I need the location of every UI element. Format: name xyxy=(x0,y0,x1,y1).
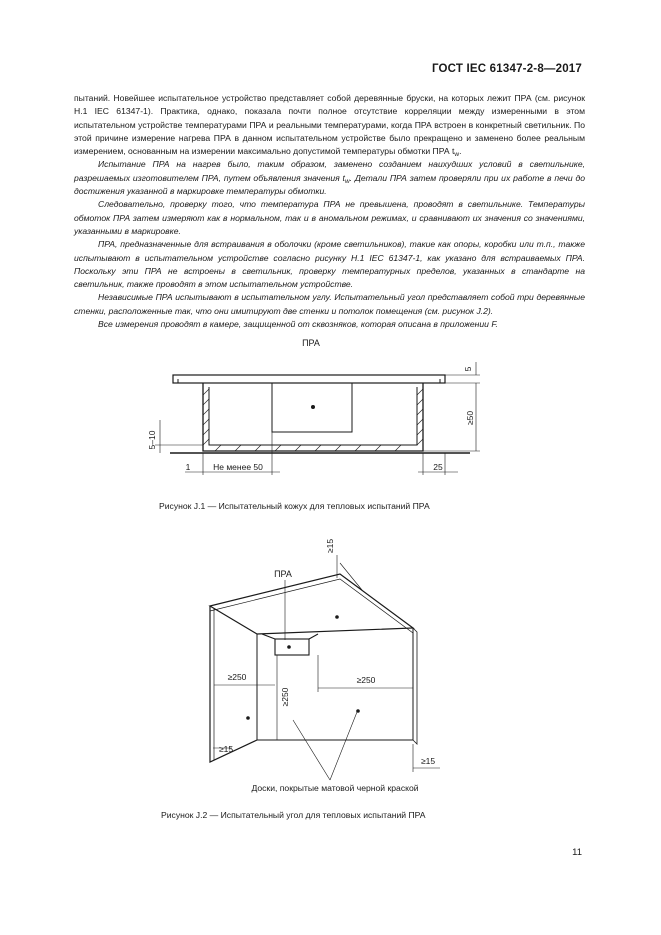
dim-min-50-horizontal: Не менее 50 xyxy=(213,462,263,472)
paragraph-2: Испытание ПРА на нагрев было, таким образом, заменено созданием наихудших условий в светильнике, разрешаемых изготовителем ПРА, путем объявления значения $t_w$. Детали ПРА затем проверяли при их работе в печи до достижения указанной в маркировке температуры обмотки. xyxy=(74,159,585,197)
thermocouple-point xyxy=(335,615,339,619)
figure-j1-label-pra: ПРА xyxy=(302,338,320,348)
dim-1: 1 xyxy=(185,462,191,472)
figure-j2-caption: Рисунок J.2 — Испытательный угол для тепловых испытаний ПРА xyxy=(161,810,426,820)
dim-250-vertical: ≥250 xyxy=(280,687,290,707)
thermocouple-point xyxy=(246,716,250,720)
paragraph-6: Все измерения проводят в камере, защищенной от сквозняков, которая описана в приложении F. xyxy=(98,319,498,330)
dim-5-10: 5–10 xyxy=(147,430,157,450)
paragraph-5: Независимые ПРА испытывают в испытательном углу. Испытательный угол представляет собой три деревянные стенки, расположенные так, что они имитируют две стенки и потолок помещения (см. рисунок J.2). xyxy=(74,292,585,316)
thermocouple-point xyxy=(356,709,360,713)
subscript-w: w xyxy=(454,151,460,159)
figure-j2-label-pra: ПРА xyxy=(274,569,292,579)
dim-5: 5 xyxy=(463,366,473,372)
dim-15-left: ≥15 xyxy=(218,744,234,754)
page-number: 11 xyxy=(572,847,582,858)
subscript-w: w xyxy=(344,177,350,185)
thermocouple-point xyxy=(287,645,291,649)
dim-min-50-vertical: ≥50 xyxy=(465,410,475,426)
standard-header: ГОСТ IEC 61347-2-8—2017 xyxy=(431,63,582,75)
paragraph-4: ПРА, предназначенные для встраивания в оболочки (кроме светильников), такие как опоры, коробки или т.п., также испытывают в испытательном устройстве согласно рисунку H.1 IEC 61347-1, как указано для встраиваемых ПРА. Поскольку эти ПРА не встроены в светильник, проверку температурных пределов, указанных в стандарте на светильник, также проводят в этом испытательном устройстве. xyxy=(74,239,585,290)
dim-top-15: ≥15 xyxy=(325,538,335,554)
paragraph-1: пытаний. Новейшее испытательное устройство представляет собой деревянные бруски, на которых лежит ПРА (см. рисунок H.1 IEC 61347-1). Практика, однако, показала почти полное отсутствие корреляции между измеренными в этом испытательном устройстве температурами ПРА и реальными температурами, когда ПРА встроен в конкретный светильник. По этой причине измерение нагрева ПРА в данном испытательном устройстве было прекращено и заменено более реальным измерением, основанным на измерении максимально допустимой температуры обмотки ПРА $t_w$. xyxy=(74,93,585,159)
dim-250-right: ≥250 xyxy=(356,675,376,685)
dim-25: 25 xyxy=(433,462,443,472)
dim-15-right: ≥15 xyxy=(420,756,436,766)
figure-j2-note: Доски, покрытые матовой черной краской xyxy=(251,783,419,793)
figure-j1-caption: Рисунок J.1 — Испытательный кожух для тепловых испытаний ПРА xyxy=(159,501,430,511)
dim-250-left: ≥250 xyxy=(227,672,247,682)
paragraph-3: Следовательно, проверку того, что температура ПРА не превышена, проводят в светильнике. Температуры обмоток ПРА затем измеряют как в нормальном, так и в аномальном режимах, и сравнивают их значения со значениями, указанными в маркировке. xyxy=(74,199,585,236)
